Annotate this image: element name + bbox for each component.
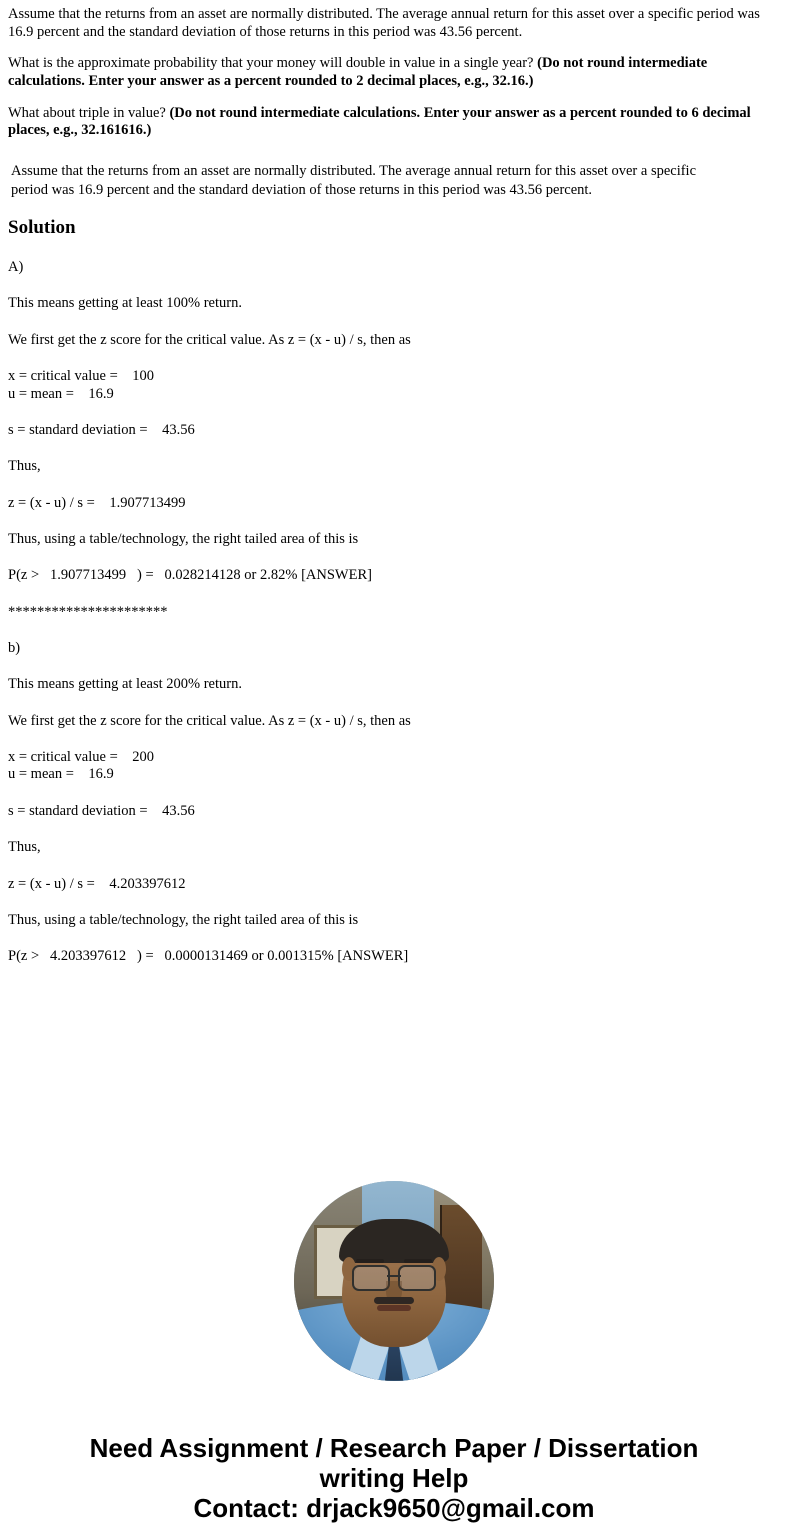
part-b-critical-value-label: x = critical value = (8, 749, 118, 766)
part-b-prob-value: 0.0000131469 or 0.001315% [ANSWER] (164, 948, 409, 965)
photo-mouth (377, 1305, 411, 1311)
part-b-sd-label: s = standard deviation = (8, 802, 148, 819)
part-b-table-note: Thus, using a table/technology, the right tailed area of this is (8, 911, 359, 928)
question-b-block (8, 105, 780, 140)
photo-eyebrow-left (356, 1259, 384, 1263)
part-b-z-value: 4.203397612 (109, 875, 186, 892)
intro-paragraph (8, 6, 780, 41)
part-a-sd: 43.56 (162, 421, 195, 438)
avatar-container (8, 1181, 780, 1381)
part-a-mean-label: u = mean = (8, 385, 74, 402)
part-b-zscore-intro: We first get the z score for the critical value. As z = (x - u) / s, then as (8, 712, 411, 729)
part-b-critical-value: 200 (132, 749, 155, 766)
question-a-text: What is the approximate probability that your money will double in value in a single year? (8, 55, 534, 72)
restatement-block (8, 162, 780, 199)
restatement-line-1: Assume that the returns from an asset are normally distributed. The average annual return for this asset over a specific (11, 163, 697, 180)
part-b-probability-row (8, 948, 780, 965)
part-b-prob-z: 4.203397612 (50, 948, 127, 965)
question-a-block (8, 55, 780, 90)
question-b-text: What about triple in value? (8, 104, 166, 121)
part-a-sd-label: s = standard deviation = (8, 421, 148, 438)
part-a-mean: 16.9 (88, 385, 114, 402)
part-b-mean: 16.9 (88, 766, 114, 783)
part-a-table-note: Thus, using a table/technology, the right tailed area of this is (8, 531, 359, 548)
part-b-prob-prefix: P(z > (8, 948, 40, 965)
intro-text: Assume that the returns from an asset are normally distributed. The average annual return for this asset over a specific period was 16.9 percent and the standard deviation of those returns in this period was 43.56 percent. (8, 6, 760, 40)
part-b-z-row (8, 876, 780, 893)
part-a-z-label: z = (x - u) / s = (8, 494, 95, 511)
photo-eyeglass-bridge (387, 1275, 401, 1277)
part-b-thus: Thus, (8, 839, 41, 856)
section-separator: ********************** (8, 603, 168, 620)
question-b-instruction: (Do not round intermediate calculations. Enter your answer as a percent rounded to 6 decimal places, e.g., 32.161616.) (8, 104, 751, 139)
part-a-zscore-intro: We first get the z score for the critical value. As z = (x - u) / s, then as (8, 331, 411, 348)
part-a-values (8, 368, 780, 403)
part-a-z-row (8, 495, 780, 512)
part-a-means: This means getting at least 100% return. (8, 295, 242, 312)
part-b-sd: 43.56 (162, 802, 195, 819)
part-a-label: A) (8, 258, 24, 275)
part-a-sd-row (8, 422, 780, 439)
solution-heading: Solution (8, 216, 76, 238)
part-a-critical-value-label: x = critical value = (8, 368, 118, 385)
part-a-prob-z: 1.907713499 (50, 567, 127, 584)
photo-mustache (374, 1297, 414, 1304)
photo-door (440, 1205, 482, 1317)
photo-eyebrow-right (404, 1259, 432, 1263)
question-a-instruction: (Do not round intermediate calculations. Enter your answer as a percent rounded to 2 decimal places, e.g., 32.16.) (8, 55, 708, 90)
footer-line-1: Need Assignment / Research Paper / Dissertation (89, 1432, 699, 1463)
footer-advert (8, 1433, 780, 1523)
photo-eyeglass-left (352, 1265, 390, 1291)
part-b-means: This means getting at least 200% return. (8, 676, 242, 693)
part-b-label: b) (8, 639, 21, 656)
part-b-prob-mid: ) = (137, 948, 154, 965)
footer-line-2: writing Help (319, 1462, 469, 1493)
vertical-spacer (8, 985, 780, 1181)
part-a-prob-mid: ) = (137, 567, 154, 584)
avatar (294, 1181, 494, 1381)
part-b-mean-label: u = mean = (8, 766, 74, 783)
photo-eyeglass-right (398, 1265, 436, 1291)
part-b-z-label: z = (x - u) / s = (8, 875, 95, 892)
footer-contact: Contact: drjack9650@gmail.com (193, 1493, 595, 1523)
part-a-critical-value: 100 (132, 368, 155, 385)
restatement-line-2: period was 16.9 percent and the standard deviation of those returns in this period was 43.56 percent. (11, 181, 593, 198)
part-b-values (8, 749, 780, 784)
part-a-prob-prefix: P(z > (8, 567, 40, 584)
part-a-prob-value: 0.028214128 or 2.82% [ANSWER] (164, 567, 372, 584)
part-a-z-value: 1.907713499 (109, 494, 186, 511)
part-a-thus: Thus, (8, 458, 41, 475)
part-a-probability-row (8, 567, 780, 584)
part-b-sd-row (8, 803, 780, 820)
